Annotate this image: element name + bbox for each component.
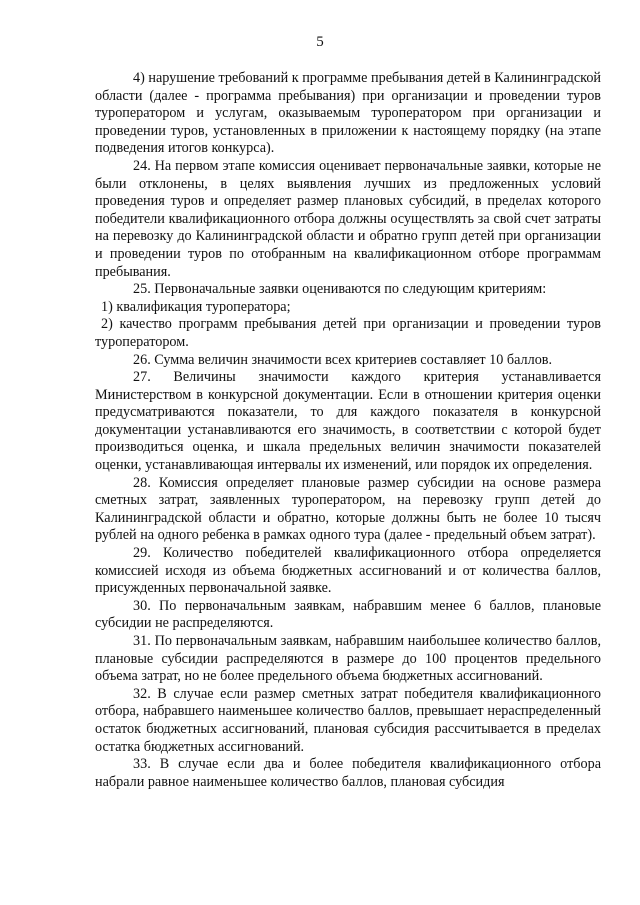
criterion-1: 1) квалификация туроператора;	[101, 298, 291, 315]
paragraph-item-4: 4) нарушение требований к программе пребывания детей в Калининградской области (далее - программа пребывания) при организации и проведении туров туроператором и услугам, оказываемым туроператором при организации и проведении туров, установленных в приложении к настоящему порядку (на этапе подведения итогов конкурса).	[95, 70, 601, 157]
paragraph-28: 28. Комиссия определяет плановые размер субсидии на основе размера сметных затрат, заявленных туроператором, на перевозку групп детей до Калининградской области и обратно, которые должны быть не более 10 тысяч рублей на одного ребенка в рамках одного тура (далее - предельный объем затрат).	[95, 474, 601, 544]
paragraph-27: 27. Величины значимости каждого критерия устанавливается Министерством в конкурсной документации. Если в отношении критерия оценки предусматриваются показатели, то для каждого показателя в конкурсной документации устанавливаются его значимость, в соответствии с которой будет производиться оценка, и шкала предельных величин значимости показателей оценки, устанавливающая интервалы их изменений, или порядок их определения.	[95, 369, 601, 474]
page-number: 5	[316, 34, 324, 50]
paragraph-29: 29. Количество победителей квалификационного отбора определяется комиссией исходя из объема бюджетных ассигнований и от количества баллов, присужденных первоначальной заявке.	[95, 545, 601, 597]
paragraph-24: 24. На первом этапе комиссия оценивает первоначальные заявки, которые не были отклонены, в целях выявления лучших из предложенных условий проведения туров и определяет размер плановых субсидий, в пределах которого победители квалификационного отбора должны осуществлять за свой счет затраты на перевозку до Калининградской области и обратно групп детей при организации и проведении туров по отобранным на квалификационном отборе программам пребывания.	[95, 157, 601, 280]
document-body	[95, 70, 601, 791]
paragraph-25: 25. Первоначальные заявки оцениваются по следующим критериям:	[133, 281, 547, 298]
paragraph-31: 31. По первоначальным заявкам, набравшим наибольшее количество баллов, плановые субсидии распределяются в размере до 100 процентов предельного объема затрат, но не более предельного объема бюджетных ассигнований.	[95, 633, 601, 685]
paragraph-30: 30. По первоначальным заявкам, набравшим менее 6 баллов, плановые субсидии не распределяются.	[95, 597, 601, 632]
paragraph-32: 32. В случае если размер сметных затрат победителя квалификационного отбора, набравшего наименьшее количество баллов, превышает нераспределенный остаток бюджетных ассигнований, плановая субсидия рассчитывается в пределах остатка бюджетных ассигнований.	[95, 685, 601, 755]
paragraph-33: 33. В случае если два и более победителя квалификационного отбора набрали равное наименьшее количество баллов, плановая субсидия	[95, 756, 601, 790]
criterion-2: 2) качество программ пребывания детей при организации и проведении туров туроператором.	[95, 316, 601, 350]
paragraph-26: 26. Сумма величин значимости всех критериев составляет 10 баллов.	[133, 351, 553, 368]
